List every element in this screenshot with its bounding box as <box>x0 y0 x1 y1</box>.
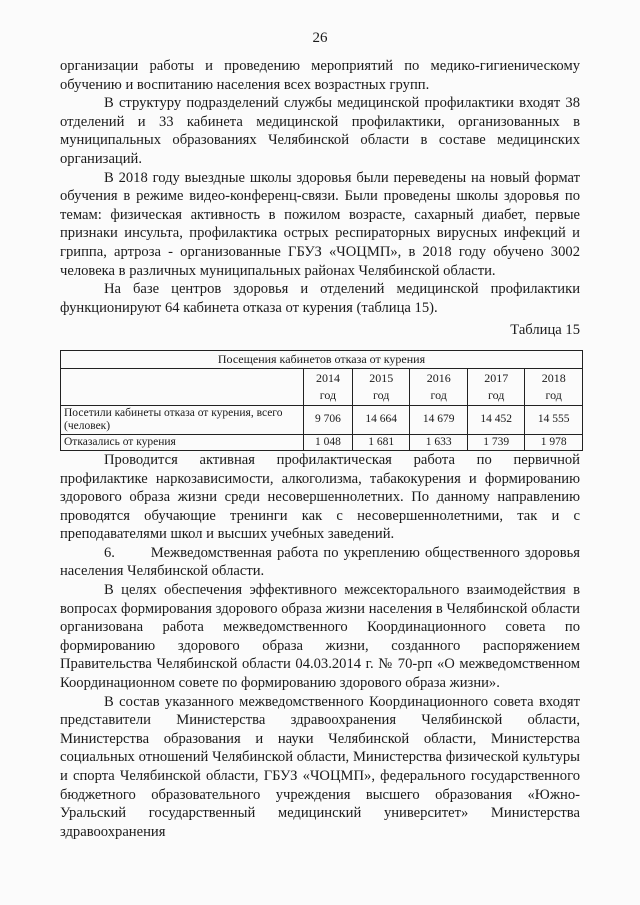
paragraph-5: В целях обеспечения эффективного межсекторального взаимодействия в вопросах формирования здорового образа жизни населения в Челябинской области организована работа межведомственного Координационного совета по формированию здорового образа жизни, созданного распоряжением Правительства Челябинской области 04.03.2014 г. № 70-рп «О межведомственном Координационном совете по формированию здорового образа жизни». <box>60 582 580 692</box>
year-header-2015: 2015 год <box>352 368 410 405</box>
cell-value: 1 048 <box>304 434 353 450</box>
smoking-cessation-table <box>60 350 583 451</box>
document-body <box>60 57 580 841</box>
cell-value: 1 978 <box>525 434 583 450</box>
cell-value: 14 664 <box>352 405 410 434</box>
section-number: 6. <box>104 544 115 561</box>
header-empty-cell <box>61 368 304 405</box>
cell-value: 9 706 <box>304 405 353 434</box>
paragraph-6: В состав указанного межведомственного Координационного совета входят представители Министерства здравоохранения Челябинской области, Министерства образования и науки Челябинской области, Министерства социальных отношений Челябинской области, Министерства физической культуры и спорта Челябинской области, ГБУЗ «ЧОЦМП», федерального государственного бюджетного образовательного учреждения высшего образования «Южно-Уральский государственный медицинский университет» Министерства здравоохранения <box>60 693 580 840</box>
year-header-2018: 2018 год <box>525 368 583 405</box>
row-label-visited: Посетили кабинеты отказа от курения, всего (человек) <box>61 405 304 434</box>
paragraph-3: На базе центров здоровья и отделений медицинской профилактики функционируют 64 кабинета отказа от курения (таблица 15). <box>60 281 580 316</box>
table-title: Посещения кабинетов отказа от курения <box>61 350 583 368</box>
cell-value: 1 739 <box>467 434 525 450</box>
year-header-2016: 2016 год <box>410 368 468 405</box>
cell-value: 14 452 <box>467 405 525 434</box>
paragraph-2: В 2018 году выездные школы здоровья были переведены на новый формат обучения в режиме видео-конференц-связи. Были проведены школы здоровья по темам: физическая активность в пожилом возрасте, сахарный диабет, первые признаки инсульта, профилактика острых респираторных вирусных инфекций и гриппа, артроза - организованные ГБУЗ «ЧОЦМП», в 2018 году обучено 3002 человека в различных муниципальных районах Челябинской области. <box>60 169 580 279</box>
section-title: Межведомственная работа по укреплению общественного здоровья населения Челябинской области. <box>60 544 580 580</box>
cell-value: 14 679 <box>410 405 468 434</box>
paragraph-4: Проводится активная профилактическая работа по первичной профилактике наркозависимости, алкоголизма, табакокурения и формированию здорового образа жизни среди несовершеннолетних. По данному направлению проводятся обучающие тренинги как с несовершеннолетними, так и с преподавателями школ и высших учебных заведений. <box>60 451 580 543</box>
row-label-quit: Отказались от курения <box>61 434 304 450</box>
table-caption: Таблица 15 <box>510 322 580 339</box>
cell-value: 1 633 <box>410 434 468 450</box>
year-header-2017: 2017 год <box>467 368 525 405</box>
year-header-2014: 2014 год <box>304 368 353 405</box>
cell-value: 14 555 <box>525 405 583 434</box>
table-header-row <box>61 368 583 405</box>
cell-value: 1 681 <box>352 434 410 450</box>
paragraph-1: В структуру подразделений службы медицинской профилактики входят 38 отделений и 33 кабинета медицинской профилактики, организованных в муниципальных образованиях Челябинской области в составе медицинских организаций. <box>60 95 580 167</box>
section-heading <box>60 544 580 581</box>
paragraph-0: организации работы и проведению мероприятий по медико-гигиеническому обучению и воспитанию населения всех возрастных групп. <box>60 58 580 93</box>
table-title-row <box>61 350 583 368</box>
table-row <box>61 405 583 434</box>
page-number: 26 <box>312 30 328 46</box>
table-row <box>61 434 583 450</box>
